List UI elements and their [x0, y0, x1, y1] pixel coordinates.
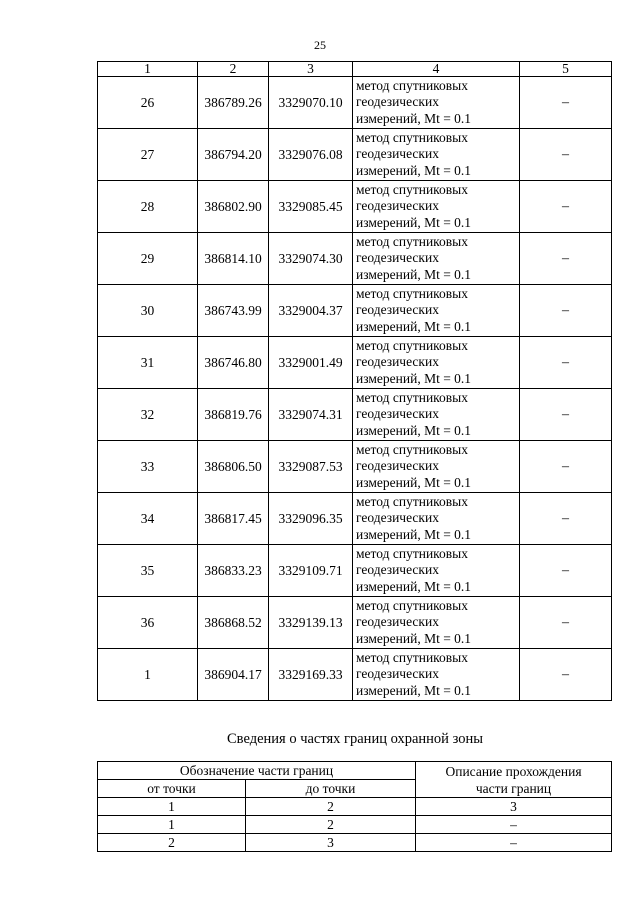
method-line: измерений, Mt = 0.1: [356, 318, 472, 334]
point-number-cell: 28: [98, 181, 198, 233]
y-coordinate-cell: 3329085.45: [269, 181, 353, 233]
method-line: метод спутниковых: [356, 597, 468, 613]
table-row: [98, 545, 612, 597]
y-coordinate-cell: 3329139.13: [269, 597, 353, 649]
method-line: метод спутниковых: [356, 285, 468, 301]
method-cell: [353, 389, 520, 441]
y-coordinate-cell: 3329074.30: [269, 233, 353, 285]
header-description-cell: [416, 762, 612, 798]
description-cell: –: [520, 597, 612, 649]
method-line: измерений, Mt = 0.1: [356, 682, 472, 698]
header-to-cell: до точки: [246, 780, 416, 798]
method-line: измерений, Mt = 0.1: [356, 370, 472, 386]
numbering-cell: 1: [98, 798, 246, 816]
table-header-row: [98, 762, 612, 780]
point-number-cell: 32: [98, 389, 198, 441]
method-line: измерений, Mt = 0.1: [356, 266, 472, 282]
method-line: метод спутниковых: [356, 441, 468, 457]
description-cell: –: [520, 649, 612, 701]
x-coordinate-cell: 386868.52: [198, 597, 269, 649]
point-number-cell: 35: [98, 545, 198, 597]
x-coordinate-cell: 386904.17: [198, 649, 269, 701]
method-line: геодезических: [356, 614, 439, 630]
table-row: [98, 181, 612, 233]
table-row: [98, 77, 612, 129]
method-cell: [353, 545, 520, 597]
y-coordinate-cell: 3329070.10: [269, 77, 353, 129]
y-coordinate-cell: 3329169.33: [269, 649, 353, 701]
to-point-cell: 3: [246, 834, 416, 852]
method-cell: [353, 285, 520, 337]
method-line: геодезических: [356, 302, 439, 318]
method-line: геодезических: [356, 198, 439, 214]
y-coordinate-cell: 3329087.53: [269, 441, 353, 493]
from-point-cell: 2: [98, 834, 246, 852]
description-cell: –: [416, 834, 612, 852]
method-line: измерений, Mt = 0.1: [356, 474, 472, 490]
method-line: метод спутниковых: [356, 337, 468, 353]
coordinates-table: [97, 61, 612, 701]
y-coordinate-cell: 3329076.08: [269, 129, 353, 181]
header-from-cell: от точки: [98, 780, 246, 798]
point-number-cell: 34: [98, 493, 198, 545]
boundary-parts-table: [97, 761, 612, 852]
table-row: [98, 233, 612, 285]
column-header: 4: [353, 62, 520, 77]
method-line: метод спутниковых: [356, 181, 468, 197]
y-coordinate-cell: 3329109.71: [269, 545, 353, 597]
method-cell: [353, 77, 520, 129]
from-point-cell: 1: [98, 816, 246, 834]
numbering-cell: 3: [416, 798, 612, 816]
point-number-cell: 27: [98, 129, 198, 181]
method-line: геодезических: [356, 666, 439, 682]
method-cell: [353, 129, 520, 181]
point-number-cell: 29: [98, 233, 198, 285]
x-coordinate-cell: 386833.23: [198, 545, 269, 597]
method-line: метод спутниковых: [356, 493, 468, 509]
method-line: метод спутниковых: [356, 129, 468, 145]
description-cell: –: [520, 129, 612, 181]
description-cell: –: [520, 77, 612, 129]
numbering-row: [98, 798, 612, 816]
method-line: измерений, Mt = 0.1: [356, 110, 472, 126]
method-line: измерений, Mt = 0.1: [356, 214, 472, 230]
method-cell: [353, 649, 520, 701]
method-cell: [353, 337, 520, 389]
description-cell: –: [520, 181, 612, 233]
method-line: метод спутниковых: [356, 649, 468, 665]
table-row: [98, 816, 612, 834]
table-row: [98, 649, 612, 701]
method-line: измерений, Mt = 0.1: [356, 422, 472, 438]
point-number-cell: 31: [98, 337, 198, 389]
table-row: [98, 337, 612, 389]
column-header: 1: [98, 62, 198, 77]
numbering-cell: 2: [246, 798, 416, 816]
section-title: Сведения о частях границ охранной зоны: [227, 731, 483, 747]
x-coordinate-cell: 386814.10: [198, 233, 269, 285]
method-line: геодезических: [356, 94, 439, 110]
to-point-cell: 2: [246, 816, 416, 834]
point-number-cell: 1: [98, 649, 198, 701]
method-line: геодезических: [356, 146, 439, 162]
column-header: 5: [520, 62, 612, 77]
table-row: [98, 493, 612, 545]
method-line: метод спутниковых: [356, 545, 468, 561]
method-line: геодезических: [356, 562, 439, 578]
method-line: геодезических: [356, 354, 439, 370]
method-cell: [353, 597, 520, 649]
y-coordinate-cell: 3329096.35: [269, 493, 353, 545]
description-cell: –: [520, 233, 612, 285]
page-number: 25: [314, 38, 326, 52]
method-cell: [353, 493, 520, 545]
table-row: [98, 834, 612, 852]
method-cell: [353, 233, 520, 285]
method-line: геодезических: [356, 250, 439, 266]
point-number-cell: 30: [98, 285, 198, 337]
y-coordinate-cell: 3329074.31: [269, 389, 353, 441]
x-coordinate-cell: 386794.20: [198, 129, 269, 181]
x-coordinate-cell: 386806.50: [198, 441, 269, 493]
header-group-cell: Обозначение части границ: [98, 762, 416, 780]
header-desc-line: части границ: [475, 780, 552, 796]
table-row: [98, 129, 612, 181]
x-coordinate-cell: 386746.80: [198, 337, 269, 389]
description-cell: –: [520, 285, 612, 337]
method-line: геодезических: [356, 510, 439, 526]
x-coordinate-cell: 386802.90: [198, 181, 269, 233]
table-row: [98, 389, 612, 441]
description-cell: –: [520, 545, 612, 597]
method-line: метод спутниковых: [356, 389, 468, 405]
column-header: 3: [269, 62, 353, 77]
method-cell: [353, 441, 520, 493]
x-coordinate-cell: 386789.26: [198, 77, 269, 129]
description-cell: –: [520, 441, 612, 493]
method-line: измерений, Mt = 0.1: [356, 578, 472, 594]
table-row: [98, 441, 612, 493]
header-desc-line: Описание прохождения: [445, 763, 582, 779]
x-coordinate-cell: 386743.99: [198, 285, 269, 337]
x-coordinate-cell: 386817.45: [198, 493, 269, 545]
method-line: геодезических: [356, 406, 439, 422]
description-cell: –: [520, 389, 612, 441]
table-row: [98, 597, 612, 649]
table-row: [98, 285, 612, 337]
method-line: измерений, Mt = 0.1: [356, 630, 472, 646]
description-cell: –: [520, 337, 612, 389]
column-header: 2: [198, 62, 269, 77]
y-coordinate-cell: 3329001.49: [269, 337, 353, 389]
x-coordinate-cell: 386819.76: [198, 389, 269, 441]
description-cell: –: [520, 493, 612, 545]
method-line: измерений, Mt = 0.1: [356, 162, 472, 178]
method-line: метод спутниковых: [356, 77, 468, 93]
description-cell: –: [416, 816, 612, 834]
point-number-cell: 36: [98, 597, 198, 649]
point-number-cell: 26: [98, 77, 198, 129]
y-coordinate-cell: 3329004.37: [269, 285, 353, 337]
method-line: измерений, Mt = 0.1: [356, 526, 472, 542]
table-header-row: [98, 62, 612, 77]
point-number-cell: 33: [98, 441, 198, 493]
method-line: геодезических: [356, 458, 439, 474]
method-line: метод спутниковых: [356, 233, 468, 249]
method-cell: [353, 181, 520, 233]
